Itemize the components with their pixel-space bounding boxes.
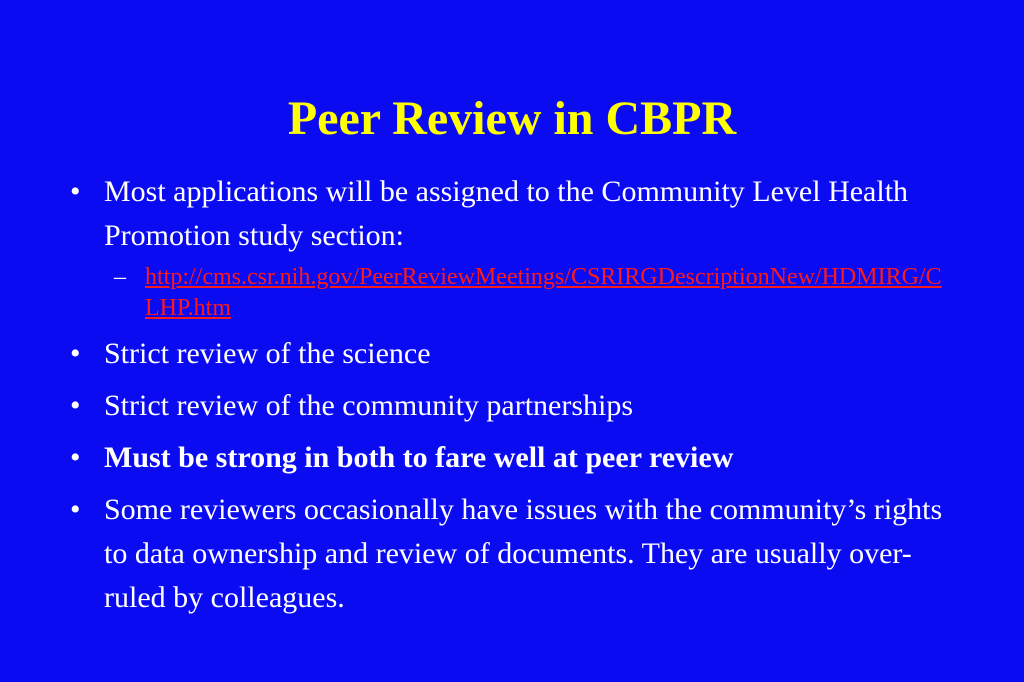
slide-title: Peer Review in CBPR (287, 92, 737, 145)
bullet-list (70, 170, 970, 620)
bullet-text: Strict review of the science (104, 337, 431, 370)
bullet-text: Some reviewers occasionally have issues with the community’s rights to data ownership and review of documents. They are usually over-ruled by colleagues. (104, 493, 943, 614)
sub-bullet-marker: – (114, 264, 126, 290)
bullet-text: Most applications will be assigned to the Community Level Health Promotion study section: (104, 175, 909, 252)
bullet-marker: • (70, 337, 81, 370)
bullet-marker: • (70, 389, 81, 422)
bullet-marker: • (70, 441, 81, 474)
bullet-item (70, 170, 970, 258)
bullet-item (70, 436, 970, 480)
clhp-link[interactable]: http://cms.csr.nih.gov/PeerReviewMeetings/CSRIRGDescriptionNew/HDMIRG/CLHP.htm (145, 264, 942, 321)
bullet-text: Strict review of the community partnerships (104, 389, 634, 422)
bullet-item (70, 332, 970, 376)
bullet-marker: • (70, 493, 81, 526)
bullet-item (70, 384, 970, 428)
bullet-marker: • (70, 175, 81, 208)
bullet-text-bold: Must be strong in both to fare well at peer review (104, 441, 734, 474)
sub-bullet-item (70, 262, 970, 324)
bullet-item (70, 488, 970, 620)
